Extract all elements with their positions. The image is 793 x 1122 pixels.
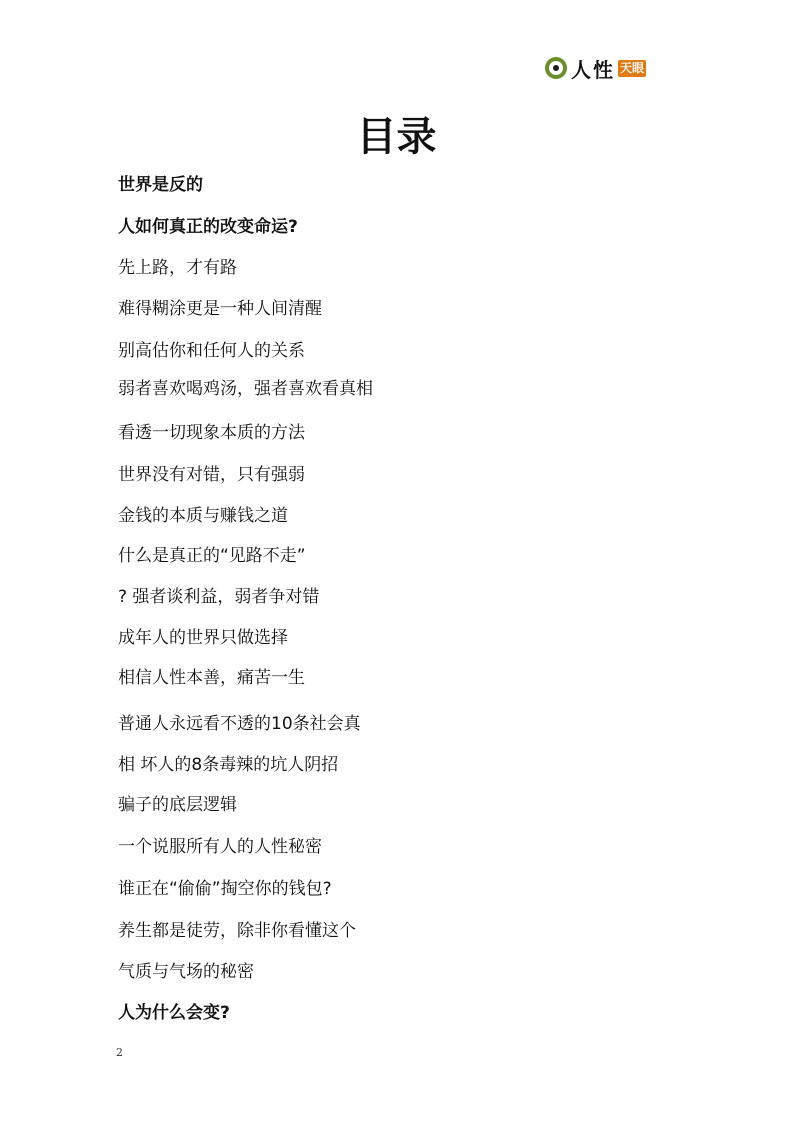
toc-item[interactable]: 气质与气场的秘密 [118,962,254,982]
toc-item[interactable]: 先上路，才有路 [118,258,237,278]
toc-item[interactable]: 看透一切现象本质的方法 [118,423,305,443]
toc-item[interactable]: 人如何真正的改变命运? [118,217,298,237]
toc-item[interactable]: 相 坏人的8条毒辣的坑人阴招 [118,755,339,775]
toc-item[interactable]: 骗子的底层逻辑 [118,795,237,815]
toc-item[interactable]: 成年人的世界只做选择 [118,628,288,648]
page-number: 2 [116,1046,123,1059]
page-title: 目录 [356,114,437,160]
toc-item[interactable]: 什么是真正的“见路不走” [118,546,306,566]
toc-item[interactable]: 世界是反的 [118,175,203,195]
toc-item[interactable]: 谁正在“偷偷”掏空你的钱包? [118,879,332,899]
toc-item[interactable]: 普通人永远看不透的10条社会真 [118,714,361,734]
logo-text: 人性 [571,57,615,82]
toc-item[interactable]: 养生都是徒劳，除非你看懂这个 [118,921,356,941]
brand-logo [545,55,646,81]
toc-item[interactable]: 相信人性本善，痛苦一生 [118,668,305,688]
toc-item[interactable]: 弱者喜欢喝鸡汤，强者喜欢看真相 [118,379,373,399]
eye-icon [545,57,567,79]
toc-item[interactable]: 世界没有对错，只有强弱 [118,465,305,485]
toc-item[interactable]: 人为什么会变? [118,1003,230,1023]
logo-badge: 天眼 [620,60,645,75]
toc-item[interactable]: 一个说服所有人的人性秘密 [118,837,322,857]
toc-item[interactable]: 金钱的本质与赚钱之道 [118,506,288,526]
toc-item[interactable]: 别高估你和任何人的关系 [118,341,305,361]
toc-item[interactable]: 难得糊涂更是一种人间清醒 [118,299,322,319]
toc-item[interactable]: ? 强者谈利益，弱者争对错 [118,587,320,607]
